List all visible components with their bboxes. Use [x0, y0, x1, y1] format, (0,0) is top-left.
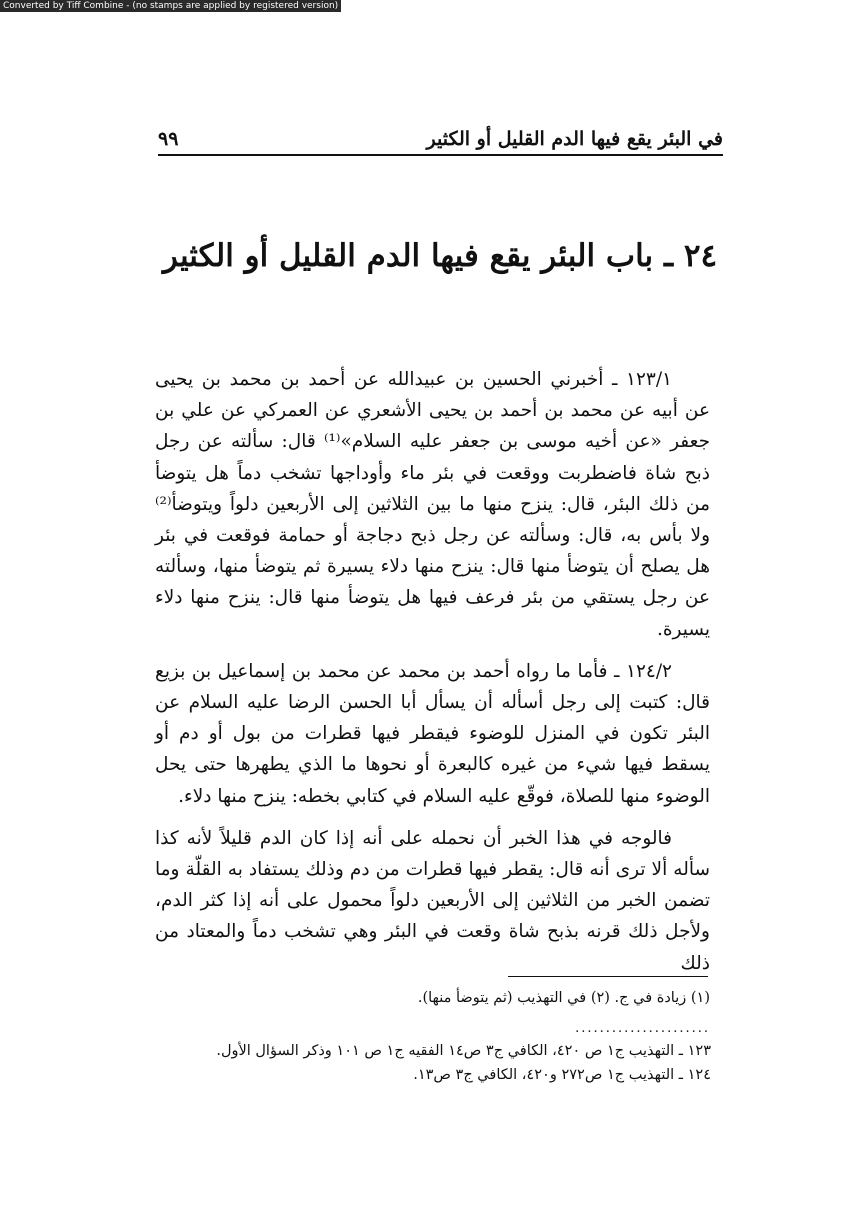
footnote-rule: [508, 976, 708, 977]
source-references: [155, 1039, 711, 1087]
header-rule: [158, 154, 723, 156]
page-number: ٩٩: [158, 128, 179, 150]
paragraph-hadith-124: ١٢٤/٢ ـ فأما ما رواه أحمد بن محمد عن محمد بن إسماعيل بن بزيع قال: كتبت إلى رجل أسأله أن يسأل أبا الحسن الرضا عليه السلام عن البئر تكون في المنزل للوضوء فيقطر فيها قطرات من بول أو دم أو يسقط فيها شيء من غيره كالبعرة أو نحوها ما الذي يطهرها حتى يحل الوضوء منها للصلاة، فوقّع عليه السلام في كتابي بخطه: ينزح منها دلاء.: [155, 660, 710, 807]
source-line: ١٢٤ ـ التهذيب ج١ ص٢٧٢ و٤٢٠، الكافي ج٣ ص١٣.: [413, 1067, 711, 1083]
chapter-title: ٢٤ ـ باب البئر يقع فيها الدم القليل أو الكثير: [162, 238, 718, 274]
body-text: [155, 364, 710, 990]
source-line: ١٢٣ ـ التهذيب ج١ ص ٤٢٠، الكافي ج٣ ص١٤ الفقيه ج١ ص ١٠١ وذكر السؤال الأول.: [216, 1043, 711, 1059]
footnotes: (١) زيادة في ج. (٢) في التهذيب (ثم يتوضأ منها).: [417, 990, 710, 1006]
paragraph-commentary: فالوجه في هذا الخبر أن نحمله على أنه إذا كان الدم قليلاً لأنه كذا سأله ألا ترى أنه قال: يقطر فيها قطرات من دم وذلك يستفاد به القلّة وما تضمن الخبر من الثلاثين إلى الأربعين دلواً محمول على أنه إذا كثر الدم، ولأجل ذلك قرنه بذبح شاة وقعت في البئر وهي تشخب دماً والمعتاد من ذلك: [155, 827, 710, 974]
footnote-separator: ......................: [575, 1021, 710, 1036]
running-header: [158, 118, 723, 150]
conversion-watermark: Converted by Tiff Combine - (no stamps are applied by registered version): [0, 0, 341, 12]
running-title: في البئر يقع فيها الدم القليل أو الكثير: [426, 128, 723, 150]
paragraph-hadith-123: ١٢٣/١ ـ أخبرني الحسين بن عبيدالله عن أحمد بن محمد بن يحيى عن أبيه عن محمد بن أحمد بن يحيى الأشعري عن العمركي عن علي بن جعفر «عن أخيه موسى بن جعفر عليه السلام»⁽¹⁾ قال: سألته عن رجل ذبح شاة فاضطربت ووقعت في بئر ماء وأوداجها تشخب دماً هل يتوضأ من ذلك البئر، قال: ينزح منها ما بين الثلاثين إلى الأربعين دلواً ويتوضأ⁽²⁾ ولا بأس به، قال: وسألته عن رجل ذبح دجاجة أو حمامة فوقعت في بئر هل يصلح أن يتوضأ منها قال: ينزح منها دلاء يسيرة ثم يتوضأ منها، وسألته عن رجل يستقي من بئر فرعف فيها هل يتوضأ منها قال: ينزح منها دلاء يسيرة.: [155, 369, 710, 640]
